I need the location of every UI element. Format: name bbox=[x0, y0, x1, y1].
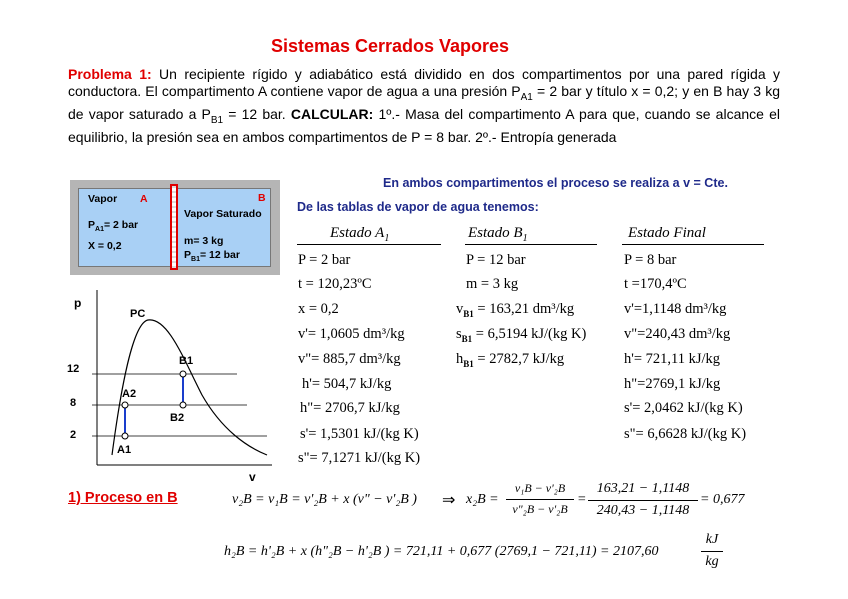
intro-line-2: De las tablas de vapor de agua tenemos: bbox=[297, 200, 539, 214]
problem-text-3: = 12 bar. bbox=[223, 105, 291, 122]
pc-label: PC bbox=[130, 308, 146, 320]
p-axis-label: p bbox=[74, 296, 82, 310]
tank-a-title: Vapor bbox=[88, 193, 118, 205]
state-final-row: s"= 6,6628 kJ/(kg K) bbox=[624, 426, 747, 442]
page-title: Sistemas Cerrados Vapores bbox=[270, 36, 510, 56]
point-b2 bbox=[180, 402, 186, 408]
problem-sub-a1: A1 bbox=[520, 91, 533, 103]
label-b2: B2 bbox=[170, 412, 185, 424]
problem-text-4: 1º.- Masa del compartimento A para que, cuando se alcance el equilibrio, la presión sea en ambos compartimentos de P = 8 bar. 2º.- Entropía generada bbox=[68, 105, 780, 145]
eq2-unit-bar bbox=[701, 551, 723, 552]
state-b-row: m = 3 kg bbox=[466, 276, 519, 292]
eq1-val-bar bbox=[588, 500, 698, 501]
problem-statement bbox=[68, 66, 780, 146]
eq2: h₂B = h'₂B + x (h"₂B − h'₂B ) = 721,11 + 0,677 (2769,1 − 721,11) = 2107,60 bbox=[224, 544, 659, 559]
state-b-row: $h_{B1} = 2782,7$ kJ/kg bbox=[456, 351, 565, 369]
eq1-arrow: ⇒ bbox=[442, 492, 456, 509]
tick-2: 2 bbox=[70, 429, 77, 441]
label-b1: B1 bbox=[179, 355, 194, 367]
point-b1 bbox=[180, 371, 186, 377]
state-b-row: P = 12 bar bbox=[466, 252, 526, 268]
tick-8: 8 bbox=[70, 397, 77, 409]
eq1-frac-bar bbox=[506, 499, 574, 500]
v-axis-label: v bbox=[249, 470, 256, 484]
problem-text-2: = 2 bar y título x = 0,2; y en B hay 3 kg de vapor saturado a P bbox=[68, 83, 780, 122]
state-final-row: v"=240,43 dm³/kg bbox=[624, 326, 731, 342]
eq1-left: v₂B = v₁B = v'₂B + x (v" − v'₂B ) bbox=[232, 492, 417, 507]
tick-12: 12 bbox=[67, 363, 80, 375]
problem-text-1: Un recipiente rígido y adiabático está dividido en dos compartimentos por una pared rígida y conductora. El compartimento A contiene vapor de agua a una presión P bbox=[68, 66, 780, 99]
eq2-unit-num: kJ bbox=[705, 532, 719, 547]
state-a-row: t = 120,23ºC bbox=[298, 276, 372, 292]
pv-diagram bbox=[62, 285, 282, 485]
calc-label: CALCULAR: bbox=[290, 105, 374, 122]
state-a-row: h"= 2706,7 kJ/kg bbox=[300, 400, 400, 416]
label-a1: A1 bbox=[117, 444, 132, 456]
state-b-row: $s_{B1} = 6,5194$ kJ/(kg K) bbox=[456, 326, 587, 344]
tank-figure bbox=[70, 180, 280, 275]
state-final-row: h'= 721,11 kJ/kg bbox=[624, 351, 721, 367]
label-a2: A2 bbox=[122, 388, 137, 400]
state-final-header: Estado Final bbox=[628, 225, 706, 241]
process-b-label: 1) Proceso en B bbox=[68, 490, 178, 506]
tank-a-letter: A bbox=[140, 193, 148, 205]
state-a-row: s'= 1,5301 kJ/(kg K) bbox=[300, 426, 419, 442]
eq1-den-val: 240,43 − 1,1148 bbox=[596, 503, 690, 518]
state-final-underline bbox=[622, 244, 764, 245]
eq2-unit-den: kg bbox=[705, 554, 719, 569]
eq1-equals: = bbox=[577, 492, 587, 507]
point-a1 bbox=[122, 433, 128, 439]
point-a2 bbox=[122, 402, 128, 408]
state-b-row: $v_{B1} = 163,21$ dm³/kg bbox=[456, 301, 575, 319]
tank-b-title: Vapor Saturado bbox=[184, 208, 262, 220]
problem-label: Problema 1: bbox=[68, 66, 152, 82]
state-a-underline bbox=[297, 244, 441, 245]
tank-b-letter: B bbox=[258, 192, 266, 204]
tank-b-pressure: $P_{B1}= 12$ bar bbox=[184, 249, 240, 264]
tank-b-mass: m= 3 kg bbox=[184, 235, 224, 247]
state-a-row: v'= 1,0605 dm³/kg bbox=[298, 326, 405, 342]
state-a-header: Estado $A_1$ bbox=[330, 225, 390, 244]
eq1-num-val: 163,21 − 1,1148 bbox=[596, 481, 690, 496]
state-final-row: P = 8 bar bbox=[624, 252, 677, 268]
intro-line-1: En ambos compartimentos el proceso se realiza a v = Cte. bbox=[383, 176, 728, 190]
state-final-row: t =170,4ºC bbox=[624, 276, 687, 292]
eq1-result: = 0,677 bbox=[700, 492, 745, 507]
state-final-row: v'=1,1148 dm³/kg bbox=[624, 301, 727, 317]
eq1-x: x₂B = bbox=[466, 492, 499, 507]
state-a-row: h'= 504,7 kJ/kg bbox=[302, 376, 392, 392]
state-a-row: s"= 7,1271 kJ/(kg K) bbox=[298, 450, 421, 466]
tank-wall bbox=[170, 184, 178, 270]
state-a-row: P = 2 bar bbox=[298, 252, 351, 268]
state-a-row: x = 0,2 bbox=[298, 301, 339, 317]
problem-sub-b1: B1 bbox=[210, 114, 224, 126]
state-final-row: s'= 2,0462 kJ/(kg K) bbox=[624, 400, 743, 416]
tank-a-pressure: $P_{A1}= 2$ bar bbox=[88, 219, 139, 234]
state-b-underline bbox=[465, 244, 597, 245]
state-b-header: Estado $B_1$ bbox=[468, 225, 528, 244]
eq1-frac-num: v₁B − v'₂B bbox=[514, 481, 566, 495]
state-a-row: v"= 885,7 dm³/kg bbox=[298, 351, 401, 367]
tank-a-quality: X = 0,2 bbox=[88, 240, 122, 252]
state-final-row: h"=2769,1 kJ/kg bbox=[624, 376, 721, 392]
eq1-frac-den: v"₂B − v'₂B bbox=[512, 502, 568, 516]
